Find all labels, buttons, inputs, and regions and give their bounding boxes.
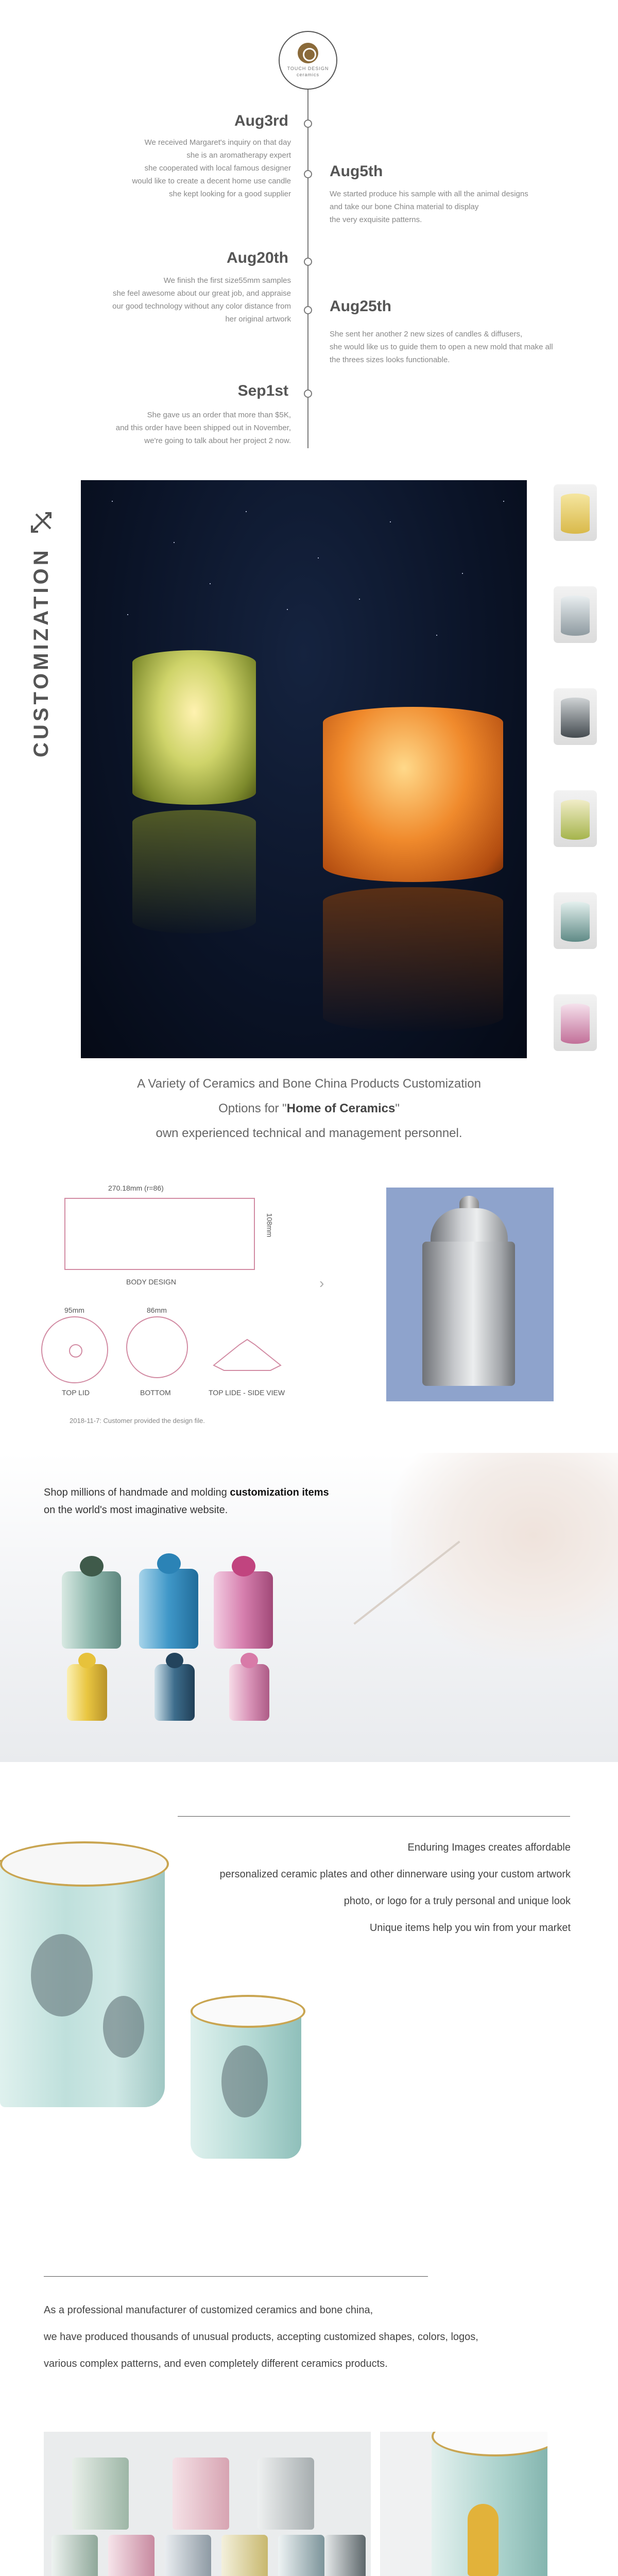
orange-candle-reflection xyxy=(323,887,503,1031)
timeline-text: We finish the first size55mm samples she feel awesome about our great job, and appraise our good technology without any color distance from her original artwork xyxy=(112,276,291,324)
jar-rose xyxy=(229,1664,269,1721)
jar-blue xyxy=(139,1569,198,1649)
timeline-date: Aug3rd xyxy=(234,112,288,129)
timeline-text: She sent her another 2 new sizes of candles & diffusers, she would like us to guide them to open a new mold that make all the threes sizes looks functionable. xyxy=(330,330,553,364)
logo-brand-text: TOUCH DESIGN xyxy=(287,66,329,71)
enduring-text: Enduring Images creates affordable personalized ceramic plates and other dinnerware using your custom artwork photo, or logo for a truly personal and unique look Unique items help you win from your market xyxy=(219,1842,571,1934)
body-design-label: BODY DESIGN xyxy=(126,1278,176,1286)
divider xyxy=(178,1816,570,1817)
thumbnail-jar[interactable] xyxy=(554,484,597,541)
timeline-dot xyxy=(304,170,312,178)
logo-brand-sub: ceramics xyxy=(296,72,319,77)
jar-pink xyxy=(214,1571,273,1649)
timeline-date: Aug20th xyxy=(227,249,288,266)
top-lid-outline xyxy=(41,1316,108,1383)
timeline-text: She gave us an order that more than $5K, and this order have been shipped out in November, we're going to talk about her project 2 now. xyxy=(115,411,291,445)
thumbnail-jar[interactable] xyxy=(554,586,597,643)
jar-teal xyxy=(62,1571,121,1649)
timeline-section xyxy=(0,0,618,464)
thumbnail-jar[interactable] xyxy=(554,790,597,847)
thumbnail-strip xyxy=(554,484,600,1096)
timeline-dot xyxy=(304,258,312,266)
timeline-dot xyxy=(304,120,312,128)
giraffe-cup-photo xyxy=(380,2432,547,2576)
lid-side-view-outline xyxy=(209,1334,286,1376)
timeline-date: Sep1st xyxy=(237,382,288,399)
side-view-label: TOP LIDE - SIDE VIEW xyxy=(209,1388,285,1397)
small-cup xyxy=(191,2009,301,2159)
dimension-label: 86mm xyxy=(147,1306,167,1314)
dimension-label: 108mm xyxy=(265,1213,274,1238)
jar-3d-render xyxy=(386,1188,554,1401)
chevron-right-icon: › xyxy=(319,1275,324,1291)
timeline-date: Aug25th xyxy=(330,298,391,315)
design-spec-drawing xyxy=(41,1180,330,1437)
thumbnail-jar[interactable] xyxy=(554,688,597,745)
jar-navy xyxy=(154,1664,195,1721)
hand-with-pen xyxy=(391,1453,618,1659)
dimension-label: 95mm xyxy=(64,1306,84,1314)
logo-mark-icon xyxy=(298,43,318,63)
design-note: 2018-11-7: Customer provided the design file. xyxy=(70,1417,205,1425)
timeline-text: We received Margaret's inquiry on that day she is an aromatherapy expert she cooperated with local famous designer would like to create a decent home use candle she kept looking for a good supplier xyxy=(132,138,291,198)
green-candle xyxy=(132,650,256,805)
timeline-dot xyxy=(304,306,312,314)
top-lid-label: TOP LID xyxy=(62,1388,90,1397)
thumbnail-jar[interactable] xyxy=(554,994,597,1051)
bottom-outline xyxy=(126,1316,188,1378)
brand-logo xyxy=(279,31,337,90)
green-candle-reflection xyxy=(132,810,256,934)
cups-photo xyxy=(0,1834,319,2205)
body-design-outline xyxy=(64,1198,255,1270)
timeline-date: Aug5th xyxy=(330,163,383,180)
candle-collection-photo xyxy=(44,2432,371,2576)
customization-title xyxy=(30,500,61,757)
render-body xyxy=(422,1242,515,1386)
timeline-text: We started produce his sample with all the animal designs and take our bone China material to display the very exquisite patterns. xyxy=(330,190,528,224)
variety-text: A Variety of Ceramics and Bone China Products Customization Options for "Home of Ceramics" own experienced technical and management personnel. xyxy=(137,1077,481,1140)
divider xyxy=(44,2276,428,2277)
shop-text: Shop millions of handmade and molding customization items on the world's most imaginative website. xyxy=(44,1487,329,1516)
bottom-label: BOTTOM xyxy=(140,1388,171,1397)
thumbnail-jar[interactable] xyxy=(554,892,597,949)
manufacturer-text: As a professional manufacturer of customized ceramics and bone china, we have produced thousands of unusual products, accepting customized shapes, colors, logos, various complex patterns, and even completely different ceramics products. xyxy=(44,2304,478,2369)
orange-candle xyxy=(323,707,503,882)
customization-title-text: CUSTOMIZATION xyxy=(30,547,53,757)
dimension-label: 270.18mm (r=86) xyxy=(108,1184,164,1192)
giraffe-pattern xyxy=(468,2504,499,2576)
large-cup xyxy=(0,1860,165,2107)
candle-hero-image xyxy=(81,480,527,1058)
jar-yellow xyxy=(67,1664,107,1721)
timeline-dot xyxy=(304,389,312,398)
